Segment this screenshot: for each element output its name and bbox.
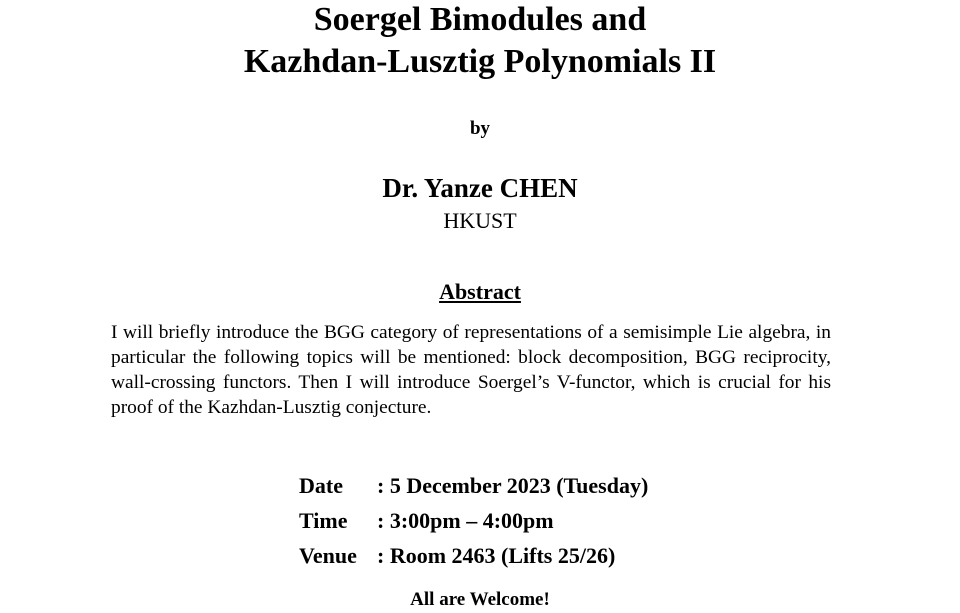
detail-row-date xyxy=(299,468,648,503)
abstract-body: I will briefly introduce the BGG category of representations of a semisimple Lie algebra, in particular the following topics will be mentioned: block decomposition, BGG reciprocity, wall-crossing functors. Then I will introduce Soergel’s V-functor, which is crucial for his proof of the Kazhdan-Lusztig conjecture. xyxy=(111,322,831,418)
date-value: : 5 December 2023 (Tuesday) xyxy=(377,473,649,498)
event-details xyxy=(299,468,648,573)
speaker-affiliation: HKUST xyxy=(443,208,517,233)
time-label: Time xyxy=(299,508,348,533)
talk-title-line-1: Soergel Bimodules and xyxy=(313,1,647,38)
welcome-note: All are Welcome! xyxy=(410,589,550,610)
abstract-heading: Abstract xyxy=(439,279,521,304)
venue-label: Venue xyxy=(299,543,357,568)
talk-title-line-2: Kazhdan-Lusztig Polynomials II xyxy=(243,43,717,80)
detail-row-venue xyxy=(299,538,648,573)
time-value: : 3:00pm – 4:00pm xyxy=(377,508,554,533)
by-label: by xyxy=(469,118,491,139)
date-label: Date xyxy=(299,473,343,498)
speaker-name: Dr. Yanze CHEN xyxy=(382,173,578,203)
detail-row-time xyxy=(299,503,648,538)
venue-value: : Room 2463 (Lifts 25/26) xyxy=(377,543,616,568)
